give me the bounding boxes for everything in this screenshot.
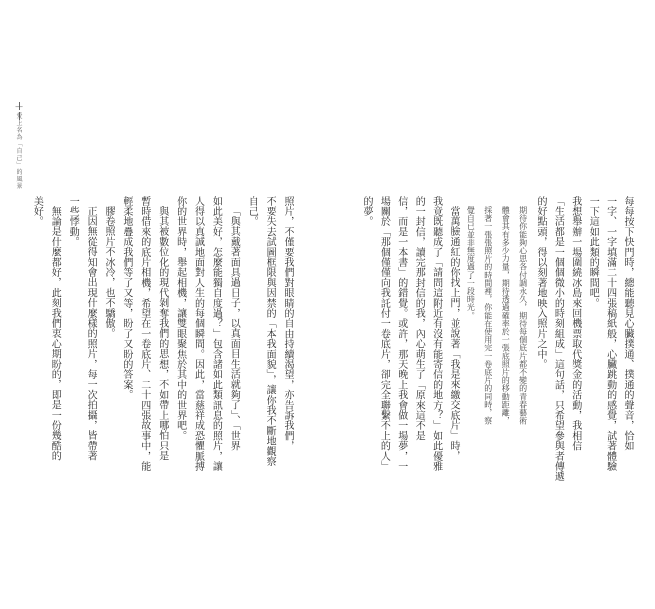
right-text-column: 體會其有多少力量，期待透過確率於一張底照片的移動距離，	[501, 206, 511, 425]
running-header: │ 愛上名為「自己」的風景	[15, 105, 22, 190]
left-text-column: 與其被數位化的現代剝奪我們的思想，不如帶上哪怕只是	[156, 206, 168, 461]
left-text-column: 暫時借來的底片相機，希望在一卷底片、二十四張故事中，能	[138, 196, 150, 472]
right-text-column: 我竟既聽成了「請問這附近有沒有能寄信的地方？」如此優雅	[430, 196, 442, 472]
right-text-column: 信，而是一本書」的錯覺。或許，那天晚上我會做一場夢，一	[395, 196, 407, 472]
left-text-column: 「與其戴著面具過日子，以真面目生活就夠了」、「世界	[228, 206, 240, 451]
right-text-column: 採著一張張照片的時間裡，你能在使用完一卷底片的同時，察	[483, 206, 493, 425]
right-text-column: 期待你能夠心思各付調永久，期待每個底片都不變的青春藝術	[518, 206, 528, 425]
right-text-column: 的好點頭，得以刻著地映入照片之中。	[535, 196, 546, 370]
left-text-column: 膠卷照片不冰冷，也不驕傲。	[103, 206, 114, 339]
left-text-column: 美好。	[31, 196, 43, 227]
left-text-column: 你的世界時，舉起相機，讓雙眼聚焦於其中的世界吧。	[174, 196, 186, 441]
left-text-column: 如此美好，怎麼能獨自度過？」包含諸如此類訊息的照片，讓	[210, 196, 222, 472]
left-text-column: 人得以真誠地面對人生的每個瞬間。因此，當慈祥成恐懼脈搏	[192, 196, 204, 472]
left-text-column: 無論是什麼都好，此刻我們衷心期盼的，即是一份幾酷的	[49, 206, 61, 461]
left-page	[0, 0, 327, 609]
right-text-column: 「生活都是一個個微小的時刻組成」這句話，只希望參與者傳遞	[552, 196, 564, 482]
right-text-column: 的一封信，讀完那封信的我，內心萌生了「原來這不是	[413, 196, 425, 441]
left-text-column: 正因無從得知會出現什麼樣的照片，每一次拍攝，皆帶著	[85, 206, 97, 461]
right-text-column: 的夢。	[361, 196, 372, 227]
right-text-column: 場關於「那個僅僅向我託付一卷底片，卻完全聯繫不上的人」	[378, 196, 390, 472]
right-text-column: 一下這如此類的瞬間吧。	[587, 196, 599, 309]
left-text-column: 自己。	[246, 196, 258, 227]
left-text-column: 不要失去試圖框限與因禁的「本我面貌」，讓你我不斷地觀察	[264, 196, 276, 467]
right-text-column: 當萬臉通紅的你找上門，並說著「我是來繳交底片」時，	[448, 206, 459, 461]
right-text-column: 每每按下快門時，總能聽見心臟撲通、撲通的聲音，恰如	[622, 196, 633, 451]
right-text-column: 我想舉辦一場圍繞冰島來回機票取代獎金的活動，我相信	[569, 196, 581, 451]
left-text-column: 一些悸動。	[67, 196, 79, 247]
right-page	[327, 0, 655, 609]
right-text-column: 一字、一字填滿二十四張稿紙般，心臟跳動的感覺，試著體驗	[604, 196, 616, 472]
left-text-column: 照片，不僅要我們對眼睛的自由持續渴望，亦告訴我們，	[282, 196, 293, 451]
right-text-column: 覺自已並非無度過了一段時光。	[466, 206, 476, 320]
left-text-column: 輕柔地疊成我們等了又等，盼了又盼的答案。	[120, 196, 132, 400]
